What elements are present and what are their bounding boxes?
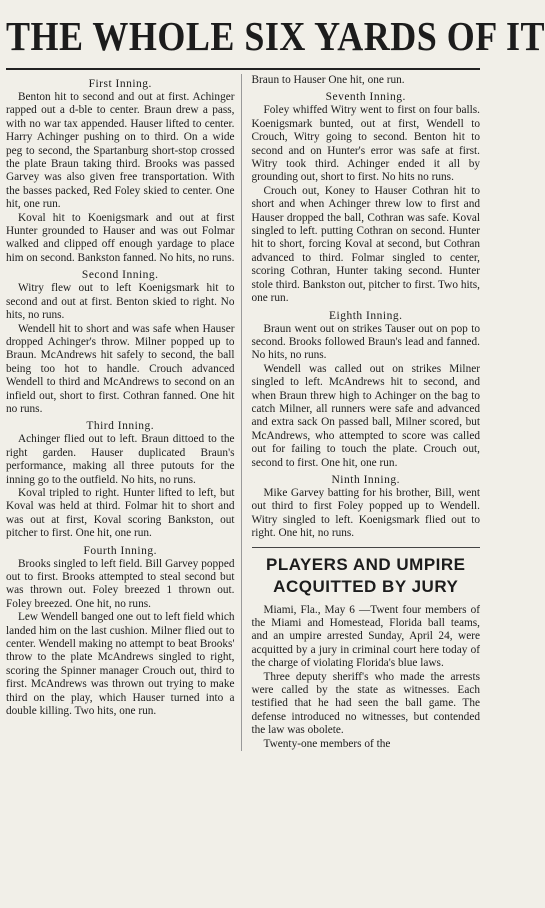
inning-title: Second Inning. bbox=[81, 269, 159, 282]
inning-ninth bbox=[252, 474, 481, 541]
inning-paragraph: Koval hit to Koenigsmark and out at first Hunter grounded to Hauser and was out Folmar walked and clipped off enough yardage to place him on second. Bankston fanned. No hits, no runs. bbox=[6, 211, 235, 264]
article2-headline bbox=[252, 554, 481, 598]
inning-title: Seventh Inning. bbox=[325, 91, 406, 104]
article2-headline-line2: ACQUITTED BY JURY bbox=[273, 576, 459, 596]
inning-paragraph: Lew Wendell banged one out to left field which landed him on the last cushion. Milner flied out to center. Wendell making no attempt to beat Brooks' throw to the plate McAndrews singled to right, scoring the Spinner manager Crouch out, third to first. McAndrews was thrown out trying to make third on the play, which Hauser turned into a double killing. Two hits, one run. bbox=[6, 611, 235, 718]
inning-title: Eighth Inning. bbox=[329, 309, 403, 322]
inning-paragraph: Benton hit to second and out at first. Achinger rapped out a d-ble to center. Braun drew a pass, with no war tax appended. Hauser lifted to center. Harry Achinger pushing on to third. On a wide peg to second, the Spartanburg short-stop crossed the plate Braun taking third. Brooks was passed Garvey was also given free transportation. With the basses packed, Red Foley skied to center. One hit, one run. bbox=[6, 91, 235, 211]
inning-paragraph: Achinger flied out to left. Braun dittoed to the right garden. Hauser duplicated Braun's performance, making all three putouts for the inning go to the outfield. No hits, no runs. bbox=[6, 433, 235, 486]
inning-paragraph: Braun went out on strikes Tauser out on pop to second. Brooks followed Braun's lead and fanned. No hits, no runs. bbox=[251, 322, 480, 362]
headline-rule bbox=[6, 68, 480, 70]
inning-paragraph: Koval tripled to right. Hunter lifted to left, but Koval was held at third. Folmar hit to short and was out at first, Koval scoring Bankston, out pitcher to first. One hit, one run. bbox=[6, 486, 235, 540]
inning-title: First Inning. bbox=[88, 78, 152, 90]
columns bbox=[6, 74, 480, 751]
inning-title: Ninth Inning. bbox=[331, 473, 400, 486]
inning-second bbox=[6, 269, 235, 416]
inning-first bbox=[6, 78, 235, 265]
right-column bbox=[252, 74, 481, 751]
inning-seventh bbox=[252, 91, 481, 305]
inning-paragraph: Wendell hit to short and was safe when Hauser dropped Achinger's throw. Milner popped up to Braun. McAndrews hit safely to second, the ball being too hot to handle. Crouch advanced Wendell to third and McAndrews to second on an infield out, short to first. Cothran fanned. One hit no runs. bbox=[6, 322, 235, 415]
inning-paragraph: Witry flew out to left Koenigsmark hit to second and out at first. Benton skied to right. No hits, no runs. bbox=[6, 282, 235, 322]
inning-paragraph: Brooks singled to left field. Bill Garvey popped out to first. Brooks attempted to steal second but was thrown out. Foley breezed 1 thrown out. Foley breezed. One hit, no runs. bbox=[6, 557, 235, 610]
inning-paragraph: Crouch out, Koney to Hauser Cothran hit to short and when Achinger threw low to first and Hauser dropped the ball, Cothran was safe. Koval singled to left. putting Cothran on second. Hunter hit to short, forcing Koval at second, but Cothran advanced to third. Folmar singled to center, scoring Cothran, Hunter taking second. Hunter stole third. Bankston out, pitcher to first. Two hits, one run. bbox=[251, 184, 480, 305]
inning-title: Fourth Inning. bbox=[83, 544, 157, 557]
article2-paragraph: Miami, Fla., May 6 —Twent four members of the Miami and Homestead, Florida ball teams, and an umpire arrested Sunday, April 24, were acquitted by a jury in criminal court here today of the charge of violating Florida's blue laws. bbox=[251, 603, 480, 670]
headline: THE WHOLE SIX YARDS OF IT bbox=[6, 13, 545, 60]
article2-paragraph: Twenty-one members of the bbox=[263, 737, 391, 750]
inning-paragraph: Mike Garvey batting for his brother, Bill, went out third to first Foley popped up to Wendell. Witry singled to left. Koenigsmark flied out to right. One hit, no runs. bbox=[251, 486, 480, 540]
article-separator bbox=[252, 547, 481, 548]
article2-paragraph: Three deputy sheriff's who made the arrests were called by the state as witnesses. Each testified that he had seen the ball game. The defense introduced no witnesses, but contended the law was obolete. bbox=[251, 670, 480, 737]
inning-paragraph: Wendell was called out on strikes Milner singled to left. McAndrews hit to second, and when Braun threw high to Achinger on the bag to catch Milner, all runners were safe and advanced and extra sack On passed ball, Milner scored, but McAndrews, who attempted to score was called out for failing to touch the plate. Crouch out, second to first. One hit, one run. bbox=[251, 362, 480, 469]
inning-paragraph: Foley whiffed Witry went to first on four balls. Koenigsmark bunted, out at first, Wendell to Crouch, Witry going to second. Benton hit to second and on Hunter's error was safe at first. Witry took third. Achinger ended it all by grounding out, short to first. No hits no runs. bbox=[251, 104, 480, 184]
article2-headline-line1: PLAYERS AND UMPIRE bbox=[266, 554, 466, 574]
continued-paragraph: Braun to Hauser One hit, one run. bbox=[251, 74, 405, 86]
inning-title: Third Inning. bbox=[86, 420, 155, 433]
inning-eighth bbox=[252, 310, 481, 470]
left-column bbox=[6, 74, 242, 751]
inning-third bbox=[6, 420, 235, 540]
inning-fourth bbox=[6, 545, 235, 719]
